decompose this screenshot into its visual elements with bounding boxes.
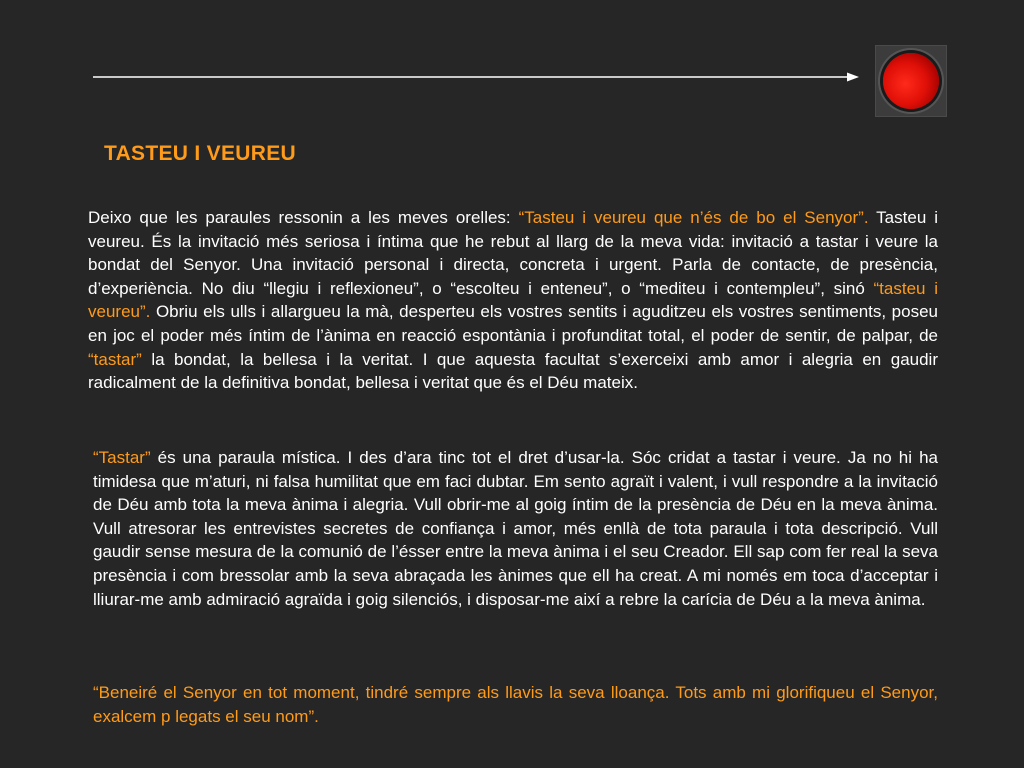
arrow-line: [93, 71, 859, 83]
page-title: TASTEU I VEUREU: [104, 142, 296, 165]
paragraph-1: Deixo que les paraules ressonin a les meves orelles: “Tasteu i veureu que n’és de bo el Senyor”. Tasteu i veureu. És la invitació més seriosa i íntima que he rebut al llarg de la meva vida: invitació a tastar i veure la bondat del Senyor. Una invitació personal i directa, concreta i urgent. Parla de contacte, de presència, d’experiència. No diu “llegiu i reflexioneu”, o “escolteu i enteneu”, o “mediteu i contempleu”, sinó “tasteu i veureu”. Obriu els ulls i allargueu la mà, desperteu els vostres sentits i aguditzeu els vostres sentiments, poseu en joc el poder més íntim de l’ànima en reacció espontània i profunditat total, el poder de sentir, de palpar, de “tastar” la bondat, la bellesa i la veritat. I que aquesta facultat s’exerceixi amb amor i alegria en gaudir radicalment de la definitiva bondat, bellesa i veritat que és el Déu mateix.: [88, 208, 938, 393]
red-ball-icon: [883, 53, 939, 109]
paragraph-2: “Tastar” és una paraula mística. I des d’ara tinc tot el dret d’usar-la. Sóc cridat a tastar i veure. Ja no hi ha timidesa que m’aturi, ni falsa humilitat que em faci dubtar. Em sento agraït i valent, i vull respondre a la invitació de Déu amb tota la meva ànima i alegria. Vull obrir-me al goig íntim de la presència de Déu en la meva ànima. Vull atresorar les entrevistes secretes de confiança i amor, més enllà de tota paraula i tota descripció. Vull gaudir sense mesura de la comunió de l’ésser entre la meva ànima i el seu Creador. Ell sap com fer real la seva presència i com bressolar amb la seva abraçada les ànimes que ell ha creat. A mi només em toca d’acceptar i lliurar-me amb admiració agraïda i goig silenciós, i disposar-me així a rebre la carícia de Déu a la meva ànima.: [93, 448, 938, 609]
paragraph-3-quote: “Beneiré el Senyor en tot moment, tindré sempre als llavis la seva lloança. Tots amb mi glorifiqueu el Senyor, exalcem p legats el seu nom”.: [93, 683, 938, 726]
next-slide-button[interactable]: [875, 45, 947, 117]
